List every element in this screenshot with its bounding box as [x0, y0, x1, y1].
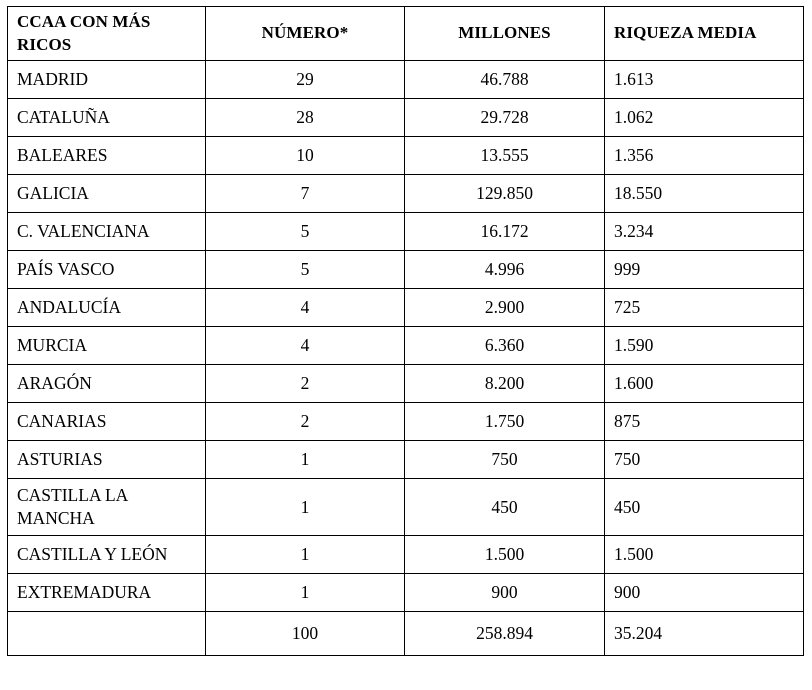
- cell-million: 2.900: [405, 289, 605, 327]
- cell-wealth: 18.550: [605, 175, 804, 213]
- cell-million: 6.360: [405, 327, 605, 365]
- total-cell-million: 258.894: [405, 612, 605, 656]
- table-row: [8, 327, 804, 365]
- cell-million: 1.750: [405, 403, 605, 441]
- column-header-million: MILLONES: [405, 7, 605, 61]
- cell-million: 1.500: [405, 536, 605, 574]
- cell-number: 10: [206, 137, 405, 175]
- cell-wealth: 1.062: [605, 99, 804, 137]
- column-header-wealth: RIQUEZA MEDIA: [605, 7, 804, 61]
- table-row: [8, 99, 804, 137]
- cell-wealth: 875: [605, 403, 804, 441]
- cell-region: EXTREMADURA: [8, 574, 206, 612]
- cell-million: 16.172: [405, 213, 605, 251]
- cell-region: ANDALUCÍA: [8, 289, 206, 327]
- cell-million: 450: [405, 479, 605, 536]
- table-row: [8, 213, 804, 251]
- cell-wealth: 1.356: [605, 137, 804, 175]
- cell-wealth: 450: [605, 479, 804, 536]
- table-row: [8, 403, 804, 441]
- cell-region: BALEARES: [8, 137, 206, 175]
- cell-region: MURCIA: [8, 327, 206, 365]
- cell-wealth: 725: [605, 289, 804, 327]
- cell-region: CATALUÑA: [8, 99, 206, 137]
- table-row: [8, 365, 804, 403]
- cell-wealth: 900: [605, 574, 804, 612]
- cell-region: CANARIAS: [8, 403, 206, 441]
- cell-number: 2: [206, 403, 405, 441]
- table-header: [8, 7, 804, 61]
- cell-wealth: 1.500: [605, 536, 804, 574]
- cell-region: PAÍS VASCO: [8, 251, 206, 289]
- ccaa-wealth-table: [7, 6, 804, 656]
- cell-million: 46.788: [405, 61, 605, 99]
- wealth-table-container: [7, 6, 803, 656]
- table-row: [8, 251, 804, 289]
- cell-region: GALICIA: [8, 175, 206, 213]
- cell-region: CASTILLA LA MANCHA: [8, 479, 206, 536]
- cell-number: 1: [206, 479, 405, 536]
- cell-number: 1: [206, 536, 405, 574]
- cell-region: ARAGÓN: [8, 365, 206, 403]
- cell-wealth: 999: [605, 251, 804, 289]
- cell-million: 900: [405, 574, 605, 612]
- cell-number: 5: [206, 251, 405, 289]
- cell-million: 8.200: [405, 365, 605, 403]
- cell-wealth: 750: [605, 441, 804, 479]
- table-row: [8, 175, 804, 213]
- cell-million: 29.728: [405, 99, 605, 137]
- cell-number: 29: [206, 61, 405, 99]
- column-header-number: NÚMERO*: [206, 7, 405, 61]
- cell-region: CASTILLA Y LEÓN: [8, 536, 206, 574]
- cell-number: 1: [206, 441, 405, 479]
- cell-million: 13.555: [405, 137, 605, 175]
- table-row: [8, 479, 804, 536]
- cell-wealth: 1.590: [605, 327, 804, 365]
- cell-million: 4.996: [405, 251, 605, 289]
- table-row: [8, 441, 804, 479]
- cell-wealth: 1.600: [605, 365, 804, 403]
- table-body: [8, 61, 804, 656]
- total-cell-region: [8, 612, 206, 656]
- cell-region: MADRID: [8, 61, 206, 99]
- cell-wealth: 3.234: [605, 213, 804, 251]
- cell-number: 4: [206, 327, 405, 365]
- cell-number: 1: [206, 574, 405, 612]
- cell-number: 2: [206, 365, 405, 403]
- cell-number: 5: [206, 213, 405, 251]
- cell-region: C. VALENCIANA: [8, 213, 206, 251]
- cell-million: 750: [405, 441, 605, 479]
- table-row: [8, 137, 804, 175]
- cell-number: 4: [206, 289, 405, 327]
- table-total-row: [8, 612, 804, 656]
- table-row: [8, 536, 804, 574]
- cell-number: 28: [206, 99, 405, 137]
- header-row: [8, 7, 804, 61]
- cell-number: 7: [206, 175, 405, 213]
- table-row: [8, 574, 804, 612]
- column-header-region: CCAA CON MÁS RICOS: [8, 7, 206, 61]
- total-cell-wealth: 35.204: [605, 612, 804, 656]
- total-cell-number: 100: [206, 612, 405, 656]
- cell-million: 129.850: [405, 175, 605, 213]
- table-row: [8, 289, 804, 327]
- table-row: [8, 61, 804, 99]
- cell-wealth: 1.613: [605, 61, 804, 99]
- cell-region: ASTURIAS: [8, 441, 206, 479]
